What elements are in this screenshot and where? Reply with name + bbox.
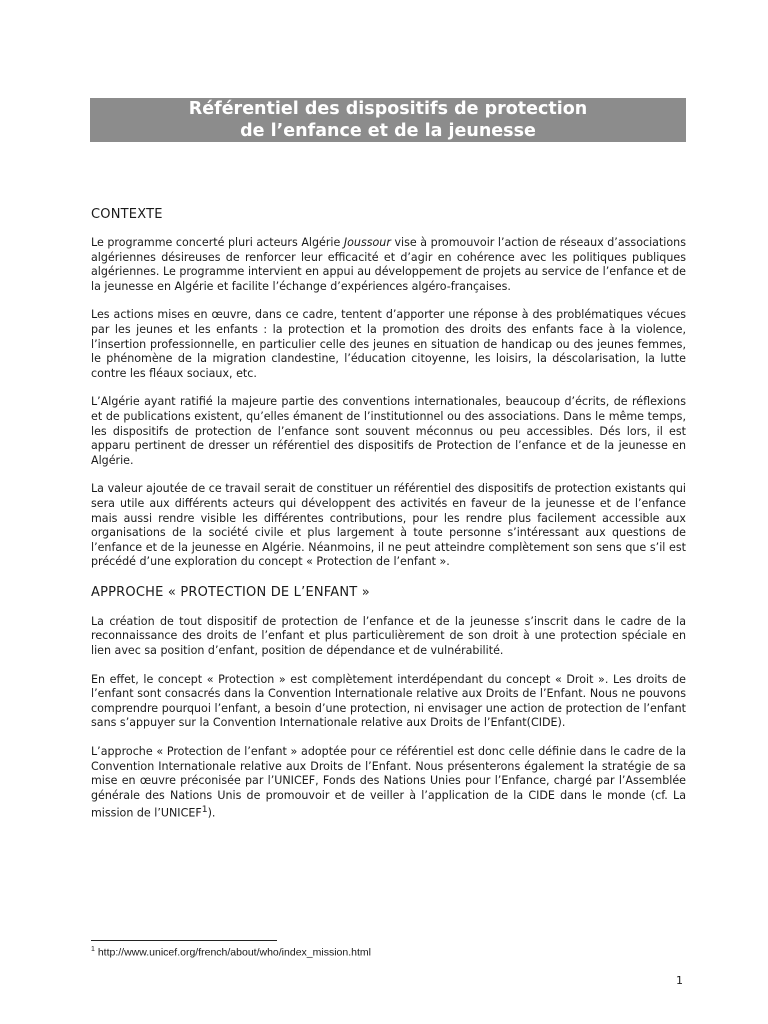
- paragraph-contexte-4: La valeur ajoutée de ce travail serait de constituer un référentiel des dispositifs de protection existants qui sera utile aux différents acteurs qui développent des activités en faveur de la jeunesse et de l’enfance mais aussi rendre visible les différentes contributions, pour les rendre plus facilement accessible aux organisations de la société civile et plus largement à toute personne s’intéressant aux questions de l’enfance et de la jeunesse en Algérie. Néanmoins, il ne peut atteindre complètement son sens que s’il est précédé d’une exploration du concept « Protection de l’enfant ».: [91, 482, 686, 569]
- paragraph-approche-3: [91, 745, 686, 822]
- paragraph-approche-1: La création de tout dispositif de protection de l’enfance et de la jeunesse s’inscrit dans le cadre de la reconnaissance des droits de l’enfant et plus particulièrement de son droit à une protection spéciale en lien avec sa position d’enfant, position de dépendance et de vulnérabilité.: [91, 614, 686, 658]
- paragraph-approche-2: En effet, le concept « Protection » est complètement interdépendant du concept « Droit ». Les droits de l’enfant sont consacrés dans la Convention Internationale relative aux Droits de l’Enfant. Nous ne pouvons comprendre pourquoi l’enfant, a besoin d’une protection, ni envisager une action de protection de l’enfant sans s’appuyer sur la Convention Internationale relative aux Droits de l’Enfant(CIDE).: [91, 672, 686, 730]
- paragraph-contexte-2: Les actions mises en œuvre, dans ce cadre, tentent d’apporter une réponse à des problématiques vécues par les jeunes et les enfants : la protection et la promotion des droits des enfants face à la violence, l’insertion professionnelle, en particulier celle des jeunes en situation de handicap ou des jeunes femmes, le phénomène de la migration clandestine, l’éducation citoyenne, les loisirs, la déscolarisation, la lutte contre les fléaux sociaux, etc.: [91, 308, 686, 380]
- paragraph-text: vise à promouvoir l’action de réseaux d’associations algériennes désireuses de renforcer leur efficacité et d’agir en cohérence avec les politiques publiques algériennes. Le programme intervient en appui au développement de projets au service de l’enfance et de la jeunesse en Algérie et facilite l’échange d’expériences algéro-françaises.: [91, 236, 686, 293]
- program-name: Joussour: [343, 236, 391, 249]
- page-number: 1: [676, 974, 683, 987]
- paragraph-text: ).: [207, 807, 216, 821]
- document-body: [91, 206, 686, 836]
- paragraph-contexte-3: L’Algérie ayant ratifié la majeure partie des conventions internationales, beaucoup d’écrits, de réflexions et de publications existent, qu’elles émanent de l’institutionnel ou des associations. Dans le même temps, les dispositifs de protection de l’enfance sont souvent méconnus ou peu accessibles. Dés lors, il est apparu pertinent de dresser un référentiel des dispositifs de Protection de l’enfance et de la jeunesse en Algérie.: [91, 395, 686, 467]
- paragraph-text: L’approche « Protection de l’enfant » adoptée pour ce référentiel est donc celle définie dans le cadre de la Convention Internationale relative aux Droits de l’Enfant. Nous présenterons également la stratégie de sa mise en œuvre préconisée par l’UNICEF, Fonds des Nations Unies pour l’Enfance, chargé par l’Assemblée générale des Nations Unis de promouvoir et de veiller à l’application de la CIDE dans le monde (cf. La mission de l’UNICEF: [91, 745, 686, 821]
- section-heading-approche: APPROCHE « PROTECTION DE L’ENFANT »: [91, 584, 370, 600]
- section-heading-contexte: CONTEXTE: [91, 207, 163, 222]
- footnote-link[interactable]: http://www.unicef.org/french/about/who/index_mission.html: [94, 946, 371, 959]
- title-line-2: de l’enfance et de la jeunesse: [240, 121, 536, 141]
- title-line-1: Référentiel des dispositifs de protection: [188, 99, 588, 119]
- paragraph-contexte-1: [91, 236, 686, 294]
- footnote-separator: [91, 940, 277, 941]
- paragraph-text: Le programme concerté pluri acteurs Algérie: [91, 236, 344, 249]
- footnote-marker: 1: [91, 946, 95, 953]
- title-banner: [90, 98, 686, 142]
- footnote-reference[interactable]: 1: [201, 804, 208, 816]
- footnote: [91, 946, 371, 959]
